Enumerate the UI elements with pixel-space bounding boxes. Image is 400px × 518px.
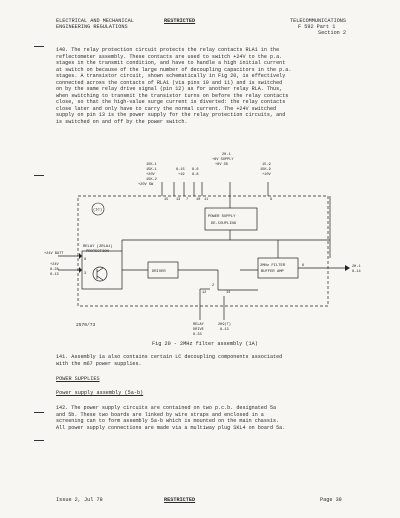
label-top-right: 15-9 [262, 163, 271, 167]
label-top-center: +8V SUPPLY [212, 158, 234, 162]
header-right-line1: TELECOMMUNICATIONS [290, 18, 347, 24]
right-output-label: 8-14 [352, 270, 361, 274]
text-line: at switch on because of the large number of decoupling capacitors in the p.a. [56, 66, 292, 73]
label-top-left: 15K-1 [146, 168, 157, 172]
label-pin: +19 [178, 173, 185, 177]
header-left-line1: ELECTRICAL AND MECHANICAL [56, 18, 134, 24]
text-line: All power supply connections are made via a multiway plug SKL4 on board 5a. [56, 424, 286, 431]
label-top-left: 15K-1 [146, 163, 157, 167]
power-supply-block: POWER SUPPLY [208, 215, 236, 219]
input-arrow-icon [79, 267, 82, 273]
pin-number: 9 [270, 198, 273, 202]
bottom-right-label: 8-13 [220, 328, 229, 332]
amp-block: BUFFER AMP [261, 270, 284, 274]
text-line: close later and only have to carry the normal current. The +24V switched [56, 105, 277, 112]
footer-issue: Issue 2, Jul 78 [56, 497, 103, 503]
label-top-center: 2H-1 [222, 153, 231, 157]
label-top-right: +10V [262, 173, 271, 177]
relay-block: PROTECTION [86, 250, 109, 254]
text-line: connected across the contacts of RLA1 (via pins 10 and 11) and is switched [56, 79, 283, 86]
footer-classification: RESTRICTED [164, 497, 196, 503]
header-classification: RESTRICTED [164, 18, 196, 24]
label-top-right: 15K-9 [260, 168, 271, 172]
transistor-symbol [93, 267, 107, 281]
output-arrow-icon [345, 265, 350, 271]
header-left-line2: ENGINEERING REGULATIONS [56, 24, 128, 30]
figure-caption: Fig 20 - 2MHz filter assembly (1A) [152, 341, 258, 347]
pin-number: 3 [84, 272, 87, 276]
label-pin: 8-15 [176, 168, 185, 172]
amp-block: 2MHz FILTER [260, 264, 286, 268]
text-line: stages. A transistor circuit, shown schematically in Fig 20, is effectively [56, 73, 286, 79]
label-top-left: 15K-2 [146, 178, 157, 182]
text-line: is switched on and off by the power switch. [56, 118, 188, 125]
pin-number: 6 [302, 264, 305, 268]
text-line: close, so that the high-value surge current is diverted: the relay contacts [56, 99, 286, 105]
text-line: stages in the transmit condition, and have to handle a high initial current [56, 60, 286, 66]
section-title: POWER SUPPLIES [56, 376, 100, 382]
paragraph-141 [56, 354, 356, 367]
power-supply-block-shape [205, 208, 257, 230]
bottom-left-label: RELAY [193, 323, 204, 327]
left-input-label: 8-13 [50, 273, 59, 277]
footer-page: Page 39 [320, 497, 342, 503]
pin-number: 11 [204, 198, 209, 202]
label-top-left: +20V SW [138, 183, 154, 187]
text-line: supply on pin 13 is the power supply for the relay protection circuits, and [56, 112, 286, 118]
paragraph-142 [56, 405, 356, 431]
figure-ref: 2570/73 [76, 323, 96, 328]
pin-number: 7 [186, 198, 189, 202]
unit-mark: (1C) [93, 208, 103, 213]
label-top-left: +20V [146, 173, 155, 177]
right-output-label: 2H-1 [352, 265, 361, 269]
pin-number: 8 [84, 258, 87, 262]
subsection-title: Power supply assembly (5a-b) [56, 390, 144, 396]
pin-number: 15 [164, 198, 169, 202]
bottom-right-label: 2H9(T) [218, 323, 231, 327]
text-line: with the m67 power supplies. [56, 360, 142, 367]
pin-number: 10 [196, 198, 201, 202]
pin-number: 12 [202, 291, 207, 295]
pin-number: 13 [176, 198, 181, 202]
bottom-left-label: 8-33 [193, 333, 202, 337]
label-top-center: +8V SS [215, 163, 228, 167]
amp-block-shape [258, 258, 298, 278]
text-line: reflectometer assembly. These contacts are used to switch +24V to the p.a. [56, 53, 283, 60]
driver-block: DRIVER [152, 270, 166, 274]
input-arrow-icon [79, 253, 82, 259]
label-pin: 8-8 [192, 173, 199, 177]
text-line: screening can to form assembly 5a-b which is mounted on the main chassis. [56, 418, 280, 424]
text-line: on by the same relay drive signal (pin 12) as for another relay RLA. Thus, [56, 86, 283, 92]
bottom-left-label: DRIVE [193, 328, 204, 332]
header-right-line2: F 592 Part 1 [298, 24, 336, 30]
power-supply-block: DE-COUPLING [211, 222, 237, 226]
relay-block-shape [82, 251, 122, 289]
pin-number: 14 [226, 291, 231, 295]
left-input-label: 8-28 [50, 268, 59, 272]
text-line: and 5b. These two boards are linked by wire straps and enclosed in a [56, 411, 264, 418]
label-pin: 8-6 [192, 168, 199, 172]
header-right-line3: Section 2 [318, 30, 347, 36]
left-input-label: +24V [50, 263, 59, 267]
text-line: 142. The power supply circuits are contained on two p.c.b. designated 5a [56, 405, 277, 411]
text-line: when switching to transmit the transistor turns on before the relay contacts [56, 92, 289, 99]
relay-block: RELAY (2RLA1) [83, 245, 113, 249]
text-line: 141. Assembly 1a also contains certain LC decoupling components associated [56, 354, 283, 360]
pin-number: 2 [212, 284, 215, 288]
left-input-label: +24V BATT [44, 252, 64, 256]
text-line: 140. The relay protection circuit protects the relay contacts RLA1 in the [56, 47, 280, 53]
